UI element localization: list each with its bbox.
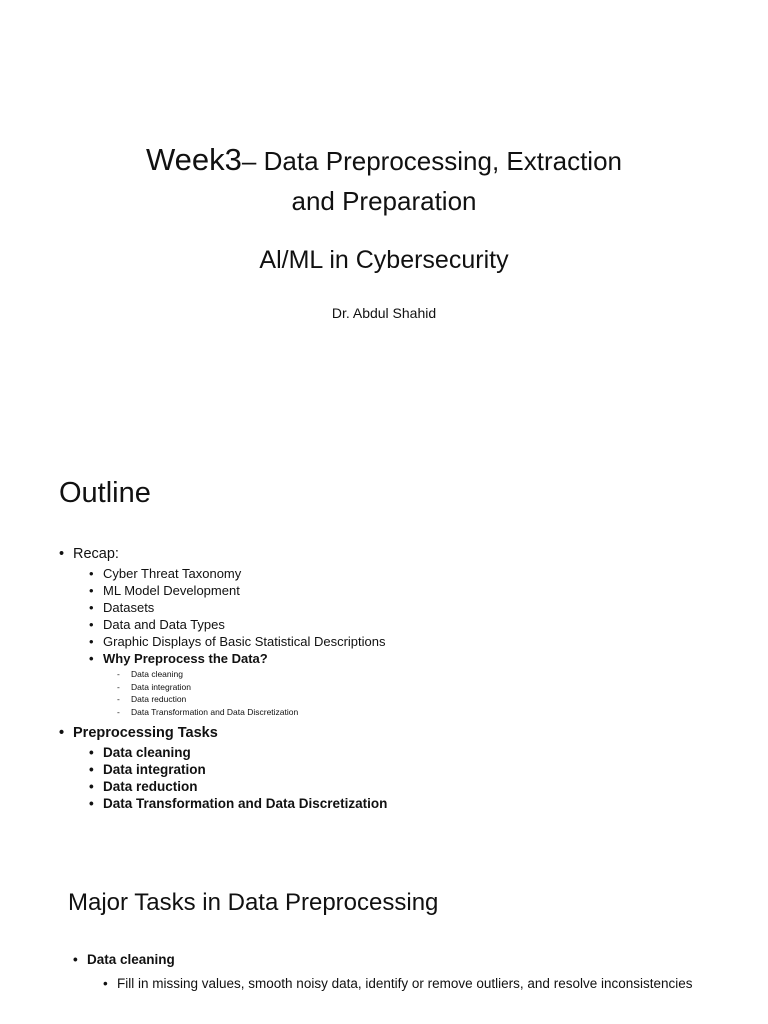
why-sublist	[117, 668, 739, 718]
recap-subitem: • Datasets	[89, 599, 739, 616]
why-subitem: - Data Transformation and Data Discretization	[117, 706, 739, 719]
recap-item	[59, 545, 739, 718]
recap-subitem: • Cyber Threat Taxonomy	[89, 565, 739, 582]
task-subitem: • Data reduction	[89, 778, 739, 795]
major-tasks-title: Major Tasks in Data Preprocessing	[68, 889, 439, 916]
data-cleaning-item	[73, 951, 693, 993]
data-cleaning-subitem: • Fill in missing values, smooth noisy data, identify or remove outliers, and resolve inconsistencies	[103, 974, 693, 993]
author-name: Dr. Abdul Shahid	[331, 305, 437, 321]
why-subitem: - Data integration	[117, 681, 739, 694]
data-cleaning-sublist	[103, 974, 693, 993]
tasks-sublist	[89, 744, 739, 812]
outline-title: Outline	[59, 477, 151, 509]
slide-title-block	[0, 140, 768, 221]
week-label: Week3	[145, 142, 242, 177]
why-subitem: - Data reduction	[117, 693, 739, 706]
slide-subtitle: Al/ML in Cybersecurity	[259, 246, 509, 274]
task-subitem: • Data Transformation and Data Discretization	[89, 795, 739, 812]
task-subitem: • Data cleaning	[89, 744, 739, 761]
preprocessing-tasks-item	[59, 724, 739, 812]
title-line-1	[0, 140, 768, 181]
recap-subitem: • ML Model Development	[89, 582, 739, 599]
task-subitem: • Data integration	[89, 761, 739, 778]
title-slide	[0, 0, 768, 445]
why-preprocess-item	[89, 650, 739, 718]
data-cleaning-label: Data cleaning	[87, 952, 175, 967]
major-tasks-slide	[0, 855, 768, 1024]
outline-list	[59, 545, 739, 812]
recap-subitem: • Graphic Displays of Basic Statistical Descriptions	[89, 633, 739, 650]
title-line-2: and Preparation	[291, 186, 477, 216]
outline-slide	[0, 445, 768, 855]
major-tasks-list	[73, 951, 693, 993]
recap-label: Recap:	[73, 546, 119, 562]
recap-sublist	[89, 565, 739, 718]
why-subitem: - Data cleaning	[117, 668, 739, 681]
title-dash: –	[241, 146, 257, 176]
why-preprocess-label: Why Preprocess the Data?	[103, 651, 268, 666]
preprocessing-tasks-label: Preprocessing Tasks	[73, 725, 218, 741]
recap-subitem: • Data and Data Types	[89, 616, 739, 633]
title-text-1: Data Preprocessing, Extraction	[263, 146, 622, 176]
